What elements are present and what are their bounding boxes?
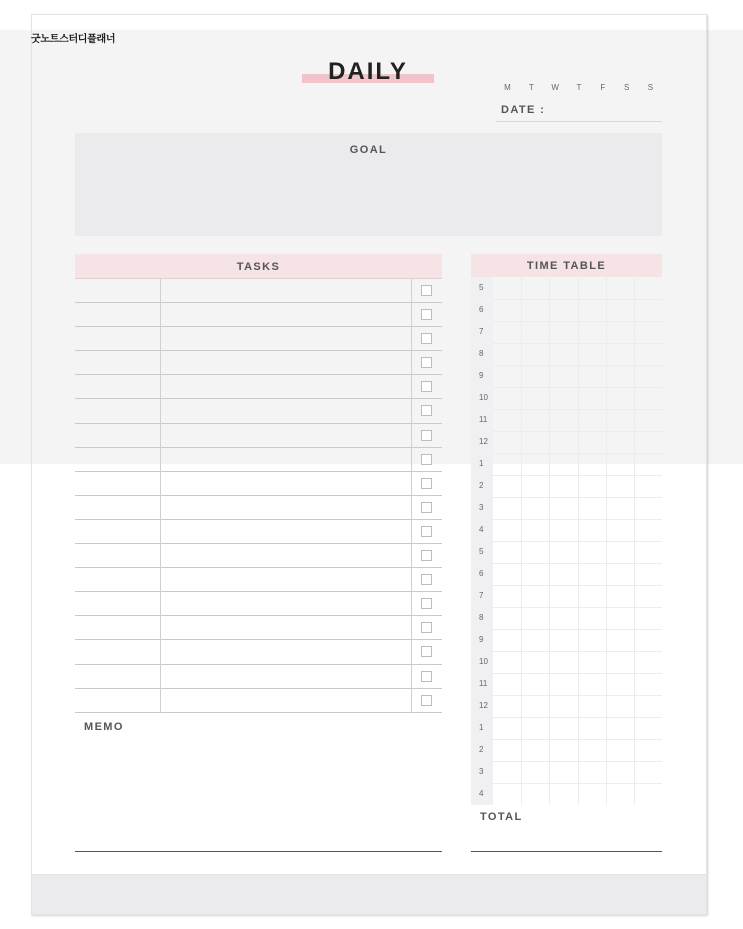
- task-row[interactable]: [75, 640, 442, 664]
- task-checkbox[interactable]: [421, 646, 432, 657]
- document-title-label: 굿노트스터디플래너: [31, 34, 116, 45]
- timetable-hour-label: 8: [479, 349, 484, 358]
- task-row[interactable]: [75, 351, 442, 375]
- timetable-hour-label: 6: [479, 569, 484, 578]
- timetable-hour-label: 12: [479, 437, 488, 446]
- tasks-label: TASKS: [236, 261, 281, 273]
- task-row[interactable]: [75, 375, 442, 399]
- task-row[interactable]: [75, 592, 442, 616]
- task-row[interactable]: [75, 303, 442, 327]
- timetable-hour-label: 9: [479, 371, 484, 380]
- task-row[interactable]: [75, 496, 442, 520]
- task-checkbox[interactable]: [421, 695, 432, 706]
- tasks-header: [75, 254, 442, 279]
- task-checkbox[interactable]: [421, 478, 432, 489]
- weekday-1[interactable]: T: [528, 83, 534, 92]
- timetable-hour-label: 9: [479, 635, 484, 644]
- task-checkbox[interactable]: [421, 309, 432, 320]
- timetable-hour-label: 2: [479, 745, 484, 754]
- task-checkbox[interactable]: [421, 285, 432, 296]
- timetable-column-line: [606, 277, 607, 805]
- timetable-hour-label: 8: [479, 613, 484, 622]
- timetable-hour-label: 11: [479, 679, 488, 688]
- memo-underline: [75, 851, 442, 852]
- timetable-hour-label: 1: [479, 459, 484, 468]
- goal-box[interactable]: [75, 133, 662, 236]
- daily-title-block: [302, 58, 434, 84]
- tasks-check-divider: [411, 279, 412, 713]
- weekday-3[interactable]: T: [576, 83, 582, 92]
- task-row[interactable]: [75, 520, 442, 544]
- timetable-hour-label: 5: [479, 547, 484, 556]
- weekday-0[interactable]: M: [504, 83, 511, 92]
- goal-label: GOAL: [349, 144, 388, 156]
- total-label: TOTAL: [480, 811, 523, 823]
- task-row[interactable]: [75, 424, 442, 448]
- task-checkbox[interactable]: [421, 550, 432, 561]
- timetable-column-line: [521, 277, 522, 805]
- task-checkbox[interactable]: [421, 430, 432, 441]
- timetable-hour-label: 3: [479, 503, 484, 512]
- task-checkbox[interactable]: [421, 454, 432, 465]
- task-checkbox[interactable]: [421, 405, 432, 416]
- timetable-hour-label: 4: [479, 525, 484, 534]
- timetable-hour-label: 12: [479, 701, 488, 710]
- timetable-grid[interactable]: [493, 277, 662, 805]
- task-row[interactable]: [75, 279, 442, 303]
- timetable-hour-label: 10: [479, 657, 488, 666]
- timetable-hour-label: 7: [479, 327, 484, 336]
- timetable-hour-label: 10: [479, 393, 488, 402]
- timetable-header: [471, 254, 662, 277]
- task-checkbox[interactable]: [421, 381, 432, 392]
- task-row[interactable]: [75, 616, 442, 640]
- timetable-hours-column: [471, 277, 493, 805]
- task-checkbox[interactable]: [421, 333, 432, 344]
- task-checkbox[interactable]: [421, 526, 432, 537]
- task-checkbox[interactable]: [421, 502, 432, 513]
- timetable-hour-label: 11: [479, 415, 488, 424]
- task-row[interactable]: [75, 665, 442, 689]
- task-row[interactable]: [75, 472, 442, 496]
- memo-label: MEMO: [84, 721, 124, 733]
- task-row[interactable]: [75, 544, 442, 568]
- task-checkbox[interactable]: [421, 357, 432, 368]
- weekday-2[interactable]: W: [551, 83, 559, 92]
- timetable-label: TIME TABLE: [526, 260, 607, 272]
- task-checkbox[interactable]: [421, 574, 432, 585]
- tasks-table: [75, 279, 442, 713]
- task-row[interactable]: [75, 327, 442, 351]
- timetable-hour-label: 4: [479, 789, 484, 798]
- timetable-hour-label: 1: [479, 723, 484, 732]
- weekday-4[interactable]: F: [600, 83, 606, 92]
- timetable-column-line: [549, 277, 550, 805]
- timetable-column-line: [578, 277, 579, 805]
- task-checkbox[interactable]: [421, 598, 432, 609]
- timetable-hour-label: 3: [479, 767, 484, 776]
- date-label: DATE :: [501, 104, 546, 116]
- weekday-5[interactable]: S: [623, 83, 630, 92]
- task-checkbox[interactable]: [421, 671, 432, 682]
- page-title: DAILY: [328, 58, 408, 85]
- task-row[interactable]: [75, 568, 442, 592]
- date-field[interactable]: [496, 121, 662, 122]
- task-row[interactable]: [75, 399, 442, 423]
- weekday-6[interactable]: S: [647, 83, 654, 92]
- weekday-selector: [496, 83, 662, 92]
- task-checkbox[interactable]: [421, 622, 432, 633]
- timetable-hour-label: 2: [479, 481, 484, 490]
- timetable-hour-label: 5: [479, 283, 484, 292]
- tasks-column-divider: [160, 279, 161, 713]
- timetable-column-line: [634, 277, 635, 805]
- task-row[interactable]: [75, 448, 442, 472]
- timetable-hour-label: 7: [479, 591, 484, 600]
- total-underline: [471, 851, 662, 852]
- task-row[interactable]: [75, 689, 442, 713]
- timetable-hour-label: 6: [479, 305, 484, 314]
